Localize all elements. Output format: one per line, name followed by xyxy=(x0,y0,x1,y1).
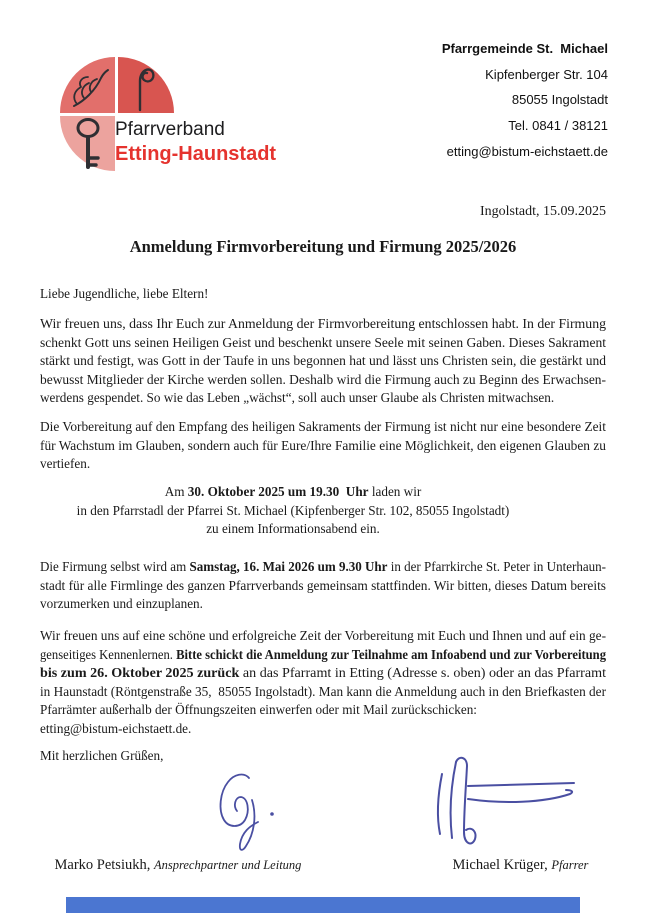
paragraph-4 xyxy=(40,627,606,738)
logo-subtitle: Etting-Haunstadt xyxy=(115,143,277,165)
sender-phone: Tel. 0841 / 38121 xyxy=(508,118,608,134)
text-line: stärkt und festigt, was Gott in der Taufe in uns begonnen hat und lässt uns Christen sein, die gestärkt und xyxy=(40,353,606,368)
text-line: etting@bistum-eichstaett.de. xyxy=(40,720,192,736)
sender-name: Pfarrgemeinde St. Michael xyxy=(441,41,608,56)
date-line: Ingolstadt, 15.09.2025 xyxy=(480,204,606,219)
signatory-left-role: Ansprechpartner und Leitung xyxy=(153,858,302,872)
text-line: vorzumerken und einzuplanen. xyxy=(40,596,203,611)
signatory-left xyxy=(40,840,301,891)
footer-bar xyxy=(66,897,580,913)
signature-right xyxy=(428,752,588,852)
text-line: genseitiges Kennenlernen. Bitte schickt die Anmeldung zur Teilnahme am Infoabend und zur Vorbereitung xyxy=(40,646,606,662)
signatory-right xyxy=(438,840,588,891)
text-line: werdens gespendet. So wie das Leben „wächst“, soll auch unser Glaube als Christen mitwachsen. xyxy=(40,390,555,405)
salutation: Liebe Jugendliche, liebe Eltern! xyxy=(40,286,209,301)
text-line: Wir freuen uns, dass Ihr Euch zur Anmeldung der Firmvorbereitung entschlossen habt. In der Firmung xyxy=(40,316,606,331)
sender-city: 85055 Ingolstadt xyxy=(511,92,608,108)
text-line: in den Pfarrstadl der Pfarrei St. Michael (Kipfenberger Str. 102, 85055 Ingolstadt) xyxy=(76,502,510,518)
text-line: Pfarrämter außerhalb der Öffnungszeiten einwerfen oder mit Mail zurückschicken: xyxy=(40,702,477,717)
logo-title: Pfarrverband xyxy=(115,119,225,140)
text-line: stadt für alle Firmlinge des ganzen Pfarrverbands gemeinsam stattfinden. Wir bitten, dieses Datum bereits xyxy=(40,577,606,593)
text-line: schenkt Gott uns seinen Heiligen Geist und beschenkt unsere Seele mit seinen Gaben. Dieses Sakrament xyxy=(40,334,606,350)
paragraph-1 xyxy=(40,315,606,408)
text-line: Die Firmung selbst wird am Samstag, 16. Mai 2026 um 9.30 Uhr in der Pfarrkirche St. Peter in Unterhaun- xyxy=(40,559,606,574)
letter-title: Anmeldung Firmvorbereitung und Firmung 2025/2026 xyxy=(129,237,517,256)
signature-dot xyxy=(270,812,274,816)
paragraph-2 xyxy=(40,418,606,474)
sender-email: etting@bistum-eichstaett.de xyxy=(446,143,608,159)
signatory-right-role: Pfarrer xyxy=(551,858,589,872)
text-line: in Haunstadt (Röntgenstraße 35, 85055 Ingolstadt). Man kann die Anmeldung auch in den Briefkasten der xyxy=(40,683,606,699)
text-line: Wir freuen uns auf eine schöne und erfolgreiche Zeit der Vorbereitung mit Euch und Ihnen und auf ein ge- xyxy=(40,628,606,643)
text-line: für Wachstum im Glauben, sondern auch für Eure/Ihre Familie eine Möglichkeit, den eigenen Glauben zu xyxy=(40,437,606,453)
paragraph-3 xyxy=(40,558,606,614)
text-line: bewusst Mitglieder der Kirche werden sollen. Deshalb wird die Firmung auch zu Beginn des Erwachsen- xyxy=(40,371,606,387)
closing: Mit herzlichen Grüßen, xyxy=(40,748,164,763)
text-line: vertiefen. xyxy=(40,456,91,471)
text-line: zu einem Informationsabend ein. xyxy=(206,521,380,536)
invitation-block xyxy=(10,483,576,539)
text-line: Am 30. Oktober 2025 um 19.30 Uhr laden wir xyxy=(164,484,422,499)
signatory-left-name: Marko Petsiukh, xyxy=(54,857,151,873)
text-line: Die Vorbereitung auf den Empfang des heiligen Sakraments der Firmung ist nicht nur eine besondere Zeit xyxy=(40,419,607,434)
sender-street: Kipfenberger Str. 104 xyxy=(485,66,608,82)
signatory-right-name: Michael Krüger, xyxy=(452,857,548,873)
text-line: bis zum 26. Oktober 2025 zurück an das Pfarramt in Etting (Adresse s. oben) oder an das Pfarramt xyxy=(40,665,606,680)
